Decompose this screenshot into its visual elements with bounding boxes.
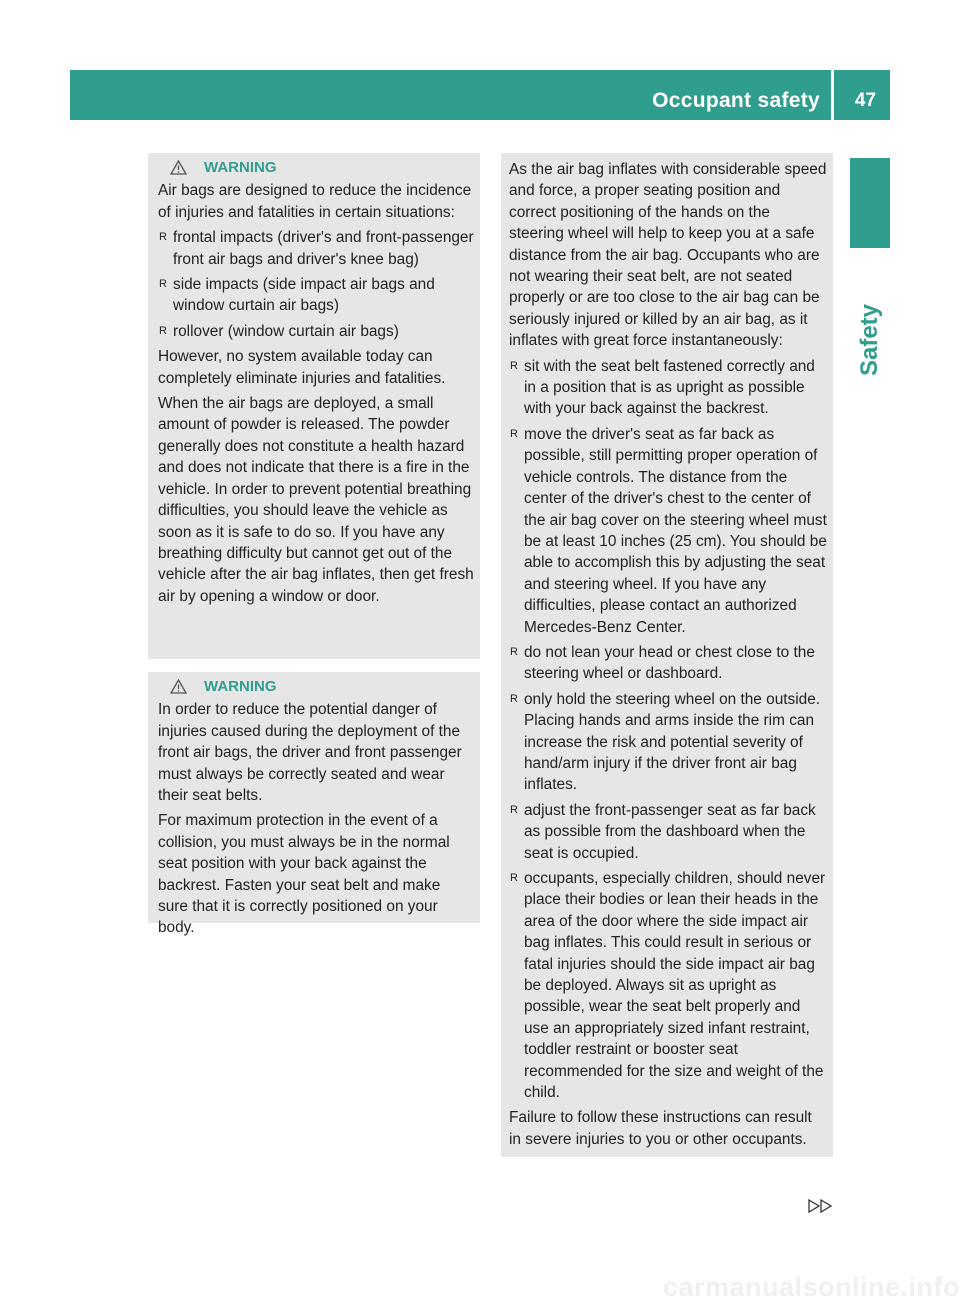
paragraph: However, no system available today can completely eliminate injuries and fatalities. <box>158 348 446 387</box>
bullet-marker: R <box>510 872 518 884</box>
list-item <box>509 424 827 638</box>
list-item <box>158 274 474 317</box>
warning-box-seating <box>148 672 480 937</box>
bullet-marker: R <box>159 278 167 291</box>
list-item <box>509 800 827 864</box>
list-item-text: frontal impacts (driver's and front-passenger front air bags and driver's knee bag) <box>173 229 474 268</box>
list-item-text: side impacts (side impact air bags and window curtain air bags) <box>173 276 435 315</box>
warning-triangle-icon <box>170 160 187 175</box>
warning-triangle-icon <box>170 679 187 694</box>
list-item <box>158 321 474 342</box>
side-tab-marker <box>850 158 890 248</box>
list-item <box>509 642 827 685</box>
list-item-text: occupants, especially children, should never place their bodies or lean their heads in the area of the door where the side impact air bag inflates. This could result in serious or fatal injuries should the side impact air bag be deployed. Always sit as upright as possible, wear the seat belt properly and use an appropriately sized infant restraint, toddler restraint or booster seat recommended for the size and weight of the child. <box>524 870 826 1102</box>
warning-heading-text: WARNING <box>204 678 277 695</box>
header-bar <box>70 70 890 120</box>
paragraph: Air bags are designed to reduce the incidence of injuries and fatalities in certain situations: <box>158 182 472 221</box>
section-title: Occupant safety <box>652 89 820 112</box>
warning-box-airbag-incidence <box>148 153 480 659</box>
list-item <box>509 356 827 420</box>
paragraph: As the air bag inflates with considerable speed and force, a proper seating position and correct positioning of the hands on the steering wheel will help to keep you at a safe distance from the air bag. Occupants who are not wearing their seat belt, are not seated properly or are too close to the air bag can be seriously injured or killed by an air bag, as it inflates with great force instantaneously: <box>509 161 827 350</box>
bullet-list <box>158 227 474 342</box>
list-item-text: move the driver's seat as far back as possible, still permitting proper operation of vehicle controls. The distance from the center of the driver's chest to the center of the air bag cover on the steering wheel must be at least 10 inches (25 cm). You should be able to accomplish this by adjusting the seat and steering wheel. If you have any difficulties, please contact an authorized Mercedes-Benz Center. <box>524 425 827 636</box>
bullet-marker: R <box>510 692 518 705</box>
list-item-text: rollover (window curtain air bags) <box>173 322 399 340</box>
list-item <box>509 689 827 796</box>
bullet-list <box>509 356 827 1104</box>
bullet-marker: R <box>510 427 518 440</box>
paragraph: When the air bags are deployed, a small amount of powder is released. The powder generally does not constitute a health hazard and does not indicate that there is a fire in the vehicle. In order to prevent potential breathing difficulties, you should leave the vehicle as soon as it is safe to do so. If you have any breathing difficulty but cannot get out of the vehicle after the air bag inflates, then get fresh air by opening a window or door. <box>158 395 474 605</box>
list-item <box>158 227 474 270</box>
warning-box-continued <box>501 153 833 1157</box>
watermark-text: carmanualsonline.info <box>662 1272 960 1302</box>
bullet-marker: R <box>510 803 518 816</box>
continued-arrow-icon <box>808 1199 834 1213</box>
list-item-text: do not lean your head or chest close to the steering wheel or dashboard. <box>524 643 815 683</box>
warning-heading-text: WARNING <box>204 159 277 176</box>
paragraph: For maximum protection in the event of a collision, you must always be in the normal seat position with your back against the backrest. Fasten your seat belt and make sure that it is correctly positioned on your body. <box>158 812 450 937</box>
warning-heading <box>158 157 474 178</box>
bullet-marker: R <box>510 645 518 658</box>
paragraph: Failure to follow these instructions can result in severe injuries to you or other occupants. <box>509 1109 812 1148</box>
bullet-marker: R <box>159 231 167 244</box>
paragraph: In order to reduce the potential danger of injuries caused during the deployment of the front air bags, the driver and front passenger must always be correctly seated and wear their seat belts. <box>158 701 462 805</box>
bullet-marker: R <box>159 324 167 337</box>
bullet-marker: R <box>510 359 518 372</box>
list-item-text: adjust the front-passenger seat as far back as possible from the dashboard when the seat is occupied. <box>524 801 816 862</box>
list-item-text: only hold the steering wheel on the outside. Placing hands and arms inside the rim can increase the risk and potential severity of hand/arm injury if the driver front air bag inflates. <box>524 690 821 794</box>
side-tab-label: Safety <box>856 303 883 377</box>
list-item <box>509 868 827 1103</box>
page-number: 47 <box>854 90 876 111</box>
warning-heading <box>158 676 474 697</box>
list-item-text: sit with the seat belt fastened correctly and in a position that is as upright as possible with your back against the backrest. <box>524 357 815 418</box>
header-divider <box>831 70 834 120</box>
